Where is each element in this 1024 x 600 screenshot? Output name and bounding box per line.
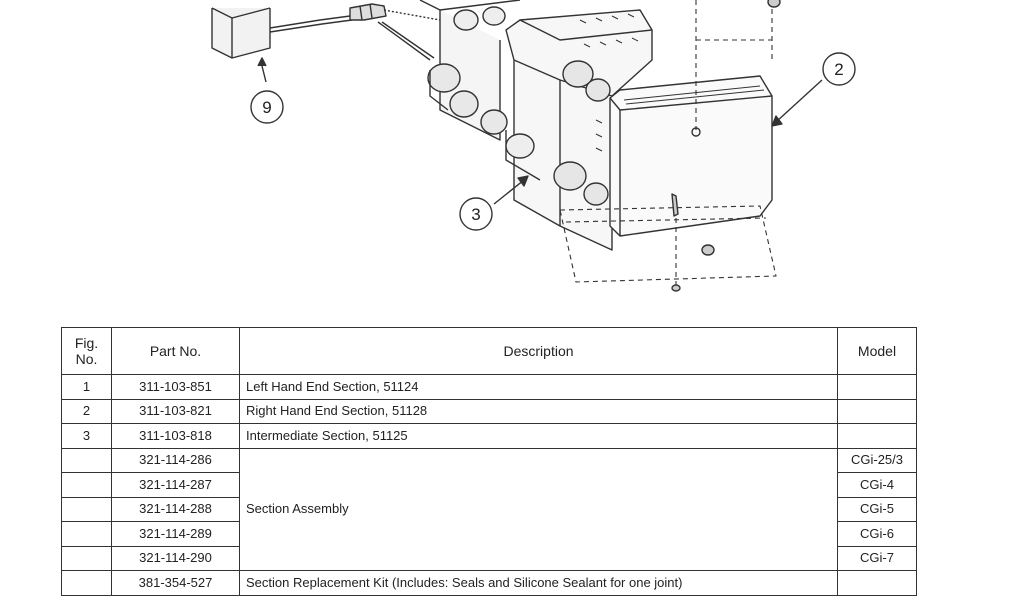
fig-cell	[62, 546, 112, 571]
part-no-cell: 321-114-286	[112, 448, 240, 473]
table-row	[62, 571, 917, 596]
fig-cell: 1	[62, 375, 112, 400]
table-row	[62, 424, 917, 449]
header-part-no: Part No.	[112, 328, 240, 375]
model-cell: CGi-4	[838, 473, 917, 498]
header-fig-line2: No.	[75, 351, 98, 367]
model-cell	[838, 571, 917, 596]
right-end-section	[610, 76, 772, 255]
fig-cell: 3	[62, 424, 112, 449]
part-no-cell: 321-114-288	[112, 497, 240, 522]
part-no-cell: 311-103-818	[112, 424, 240, 449]
callout-3	[460, 198, 492, 230]
part-no-cell: 321-114-287	[112, 473, 240, 498]
svg-text:2: 2	[834, 60, 844, 79]
header-fig-line1: Fig.	[74, 335, 99, 351]
description-cell: Section Replacement Kit (Includes: Seals and Silicone Sealant for one joint)	[240, 571, 838, 596]
part-no-cell: 311-103-821	[112, 399, 240, 424]
fig-cell: 2	[62, 399, 112, 424]
header-description: Description	[240, 328, 838, 375]
parts-list-table	[61, 327, 917, 596]
fig-cell	[62, 448, 112, 473]
model-cell	[838, 399, 917, 424]
header-fig-no	[62, 328, 112, 375]
model-cell: CGi-25/3	[838, 448, 917, 473]
part-no-cell: 381-354-527	[112, 571, 240, 596]
fig-cell	[62, 571, 112, 596]
left-end-section	[420, 0, 520, 140]
fig-cell	[62, 522, 112, 547]
table-row	[62, 399, 917, 424]
callout-2	[823, 53, 855, 85]
table-row	[62, 375, 917, 400]
model-cell	[838, 375, 917, 400]
model-cell: CGi-7	[838, 546, 917, 571]
svg-text:9: 9	[262, 98, 272, 117]
callout-9	[251, 91, 283, 123]
model-cell	[838, 424, 917, 449]
component-9-block	[212, 8, 270, 58]
fig-cell	[62, 473, 112, 498]
section-assembly-description: Section Assembly	[240, 448, 838, 571]
model-cell: CGi-6	[838, 522, 917, 547]
part-no-cell: 311-103-851	[112, 375, 240, 400]
description-cell: Right Hand End Section, 51128	[240, 399, 838, 424]
header-model: Model	[838, 328, 917, 375]
table-header-row	[62, 328, 917, 375]
part-no-cell: 321-114-290	[112, 546, 240, 571]
description-cell: Left Hand End Section, 51124	[240, 375, 838, 400]
svg-text:3: 3	[471, 205, 481, 224]
table-row	[62, 448, 917, 473]
description-cell: Intermediate Section, 51125	[240, 424, 838, 449]
part-no-cell: 321-114-289	[112, 522, 240, 547]
model-cell: CGi-5	[838, 497, 917, 522]
fig-cell	[62, 497, 112, 522]
